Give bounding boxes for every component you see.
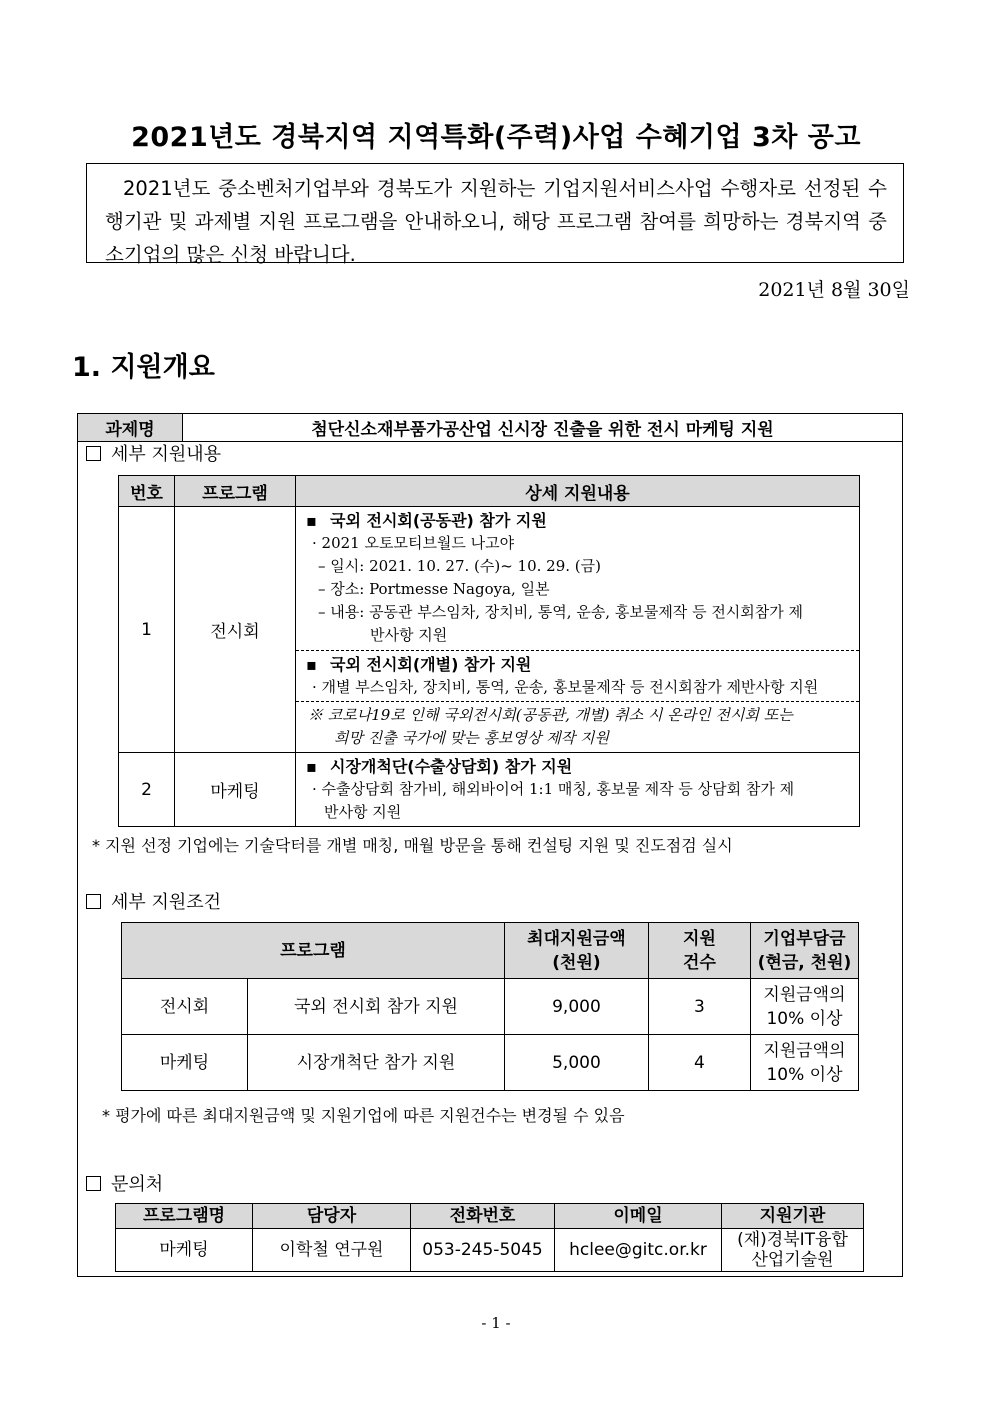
row2-no: 2 — [119, 753, 175, 827]
detail-line: – 내용: 공동관 부스임차, 장치비, 통역, 운송, 홍보물제작 등 전시회참가 제 — [318, 603, 804, 621]
page-number: - 1 - — [481, 1314, 511, 1332]
detail-line: · 개별 부스임차, 장치비, 통역, 운송, 홍보물제작 등 전시회참가 제반사항 지원 — [312, 678, 819, 696]
cond-count: 4 — [648, 1035, 750, 1091]
contact-phone: 053-245-5045 — [411, 1229, 555, 1272]
project-value: 첨단신소재부품가공산업 신시장 진출을 위한 전시 마케팅 지원 — [311, 420, 774, 440]
col-header-detail: 상세 지원내용 — [296, 476, 860, 507]
note-line: 희망 진출 국가에 맞는 홍보영상 제작 지원 — [334, 729, 609, 747]
detail-line: · 수출상담회 참가비, 해외바이어 1:1 매칭, 홍보물 제작 등 상담회 참가 제 — [312, 780, 795, 798]
cond-max: 9,000 — [504, 979, 648, 1035]
contact-email: hclee@gitc.or.kr — [555, 1229, 722, 1272]
contact-program: 마케팅 — [116, 1229, 253, 1272]
intro-box — [86, 163, 904, 266]
conditions-heading: 세부 지원조건 — [86, 888, 221, 914]
row2-program: 마케팅 — [175, 753, 296, 827]
cond-count: 3 — [648, 979, 750, 1035]
row1-no: 1 — [119, 507, 175, 753]
table-row — [119, 753, 860, 827]
conditions-footnote: * 평가에 따른 최대지원금액 및 지원기업에 따른 지원건수는 변경될 수 있음 — [102, 1106, 625, 1125]
cond-type: 마케팅 — [122, 1035, 248, 1091]
col-header-count: 지원 건수 — [648, 923, 750, 979]
cond-name: 시장개척단 참가 지원 — [248, 1035, 505, 1091]
bullet-title: ▪ 국외 전시회(공동관) 참가 지원 — [304, 509, 853, 532]
col-header-email: 이메일 — [555, 1204, 722, 1229]
row1-detail-individual — [296, 651, 860, 702]
contact-heading: 문의처 — [86, 1170, 163, 1196]
checkbox-square-icon — [86, 894, 101, 909]
detail-line: 반사항 지원 — [370, 626, 448, 644]
detail-line: · 2021 오토모티브월드 나고야 — [312, 534, 515, 552]
col-header-program: 프로그램 — [122, 923, 505, 979]
bullet-title: ▪ 국외 전시회(개별) 참가 지원 — [304, 653, 853, 676]
row1-detail-group — [296, 507, 860, 651]
project-label: 과제명 — [78, 414, 183, 441]
checkbox-square-icon — [86, 446, 101, 461]
detail-support-table — [118, 475, 860, 827]
col-header-phone: 전화번호 — [411, 1204, 555, 1229]
row1-program: 전시회 — [175, 507, 296, 753]
table-row — [116, 1229, 864, 1272]
table-row — [119, 507, 860, 651]
col-header-org: 지원기관 — [722, 1204, 864, 1229]
contact-org: (재)경북IT융합 산업기술원 — [722, 1229, 864, 1272]
bullet-title: ▪ 시장개척단(수출상담회) 참가 지원 — [304, 755, 853, 778]
notice-date: 2021년 8월 30일 — [758, 279, 910, 301]
col-header-max: 최대지원금액 (천원) — [504, 923, 648, 979]
page-title: 2021년도 경북지역 지역특화(주력)사업 수혜기업 3차 공고 — [131, 122, 861, 153]
cond-burden: 지원금액의 10% 이상 — [750, 979, 858, 1035]
cond-burden: 지원금액의 10% 이상 — [750, 1035, 858, 1091]
detail-support-heading: 세부 지원내용 — [86, 440, 221, 466]
section-title: 1. 지원개요 — [72, 352, 215, 383]
col-header-program-name: 프로그램명 — [116, 1204, 253, 1229]
detail-footnote: * 지원 선정 기업에는 기술닥터를 개별 매칭, 매월 방문을 통해 컨설팅 지원 및 진도점검 실시 — [92, 836, 733, 855]
note-line: ※ 코로나19로 인해 국외전시회(공동관, 개별) 취소 시 온라인 전시회 또는 — [308, 706, 793, 724]
contact-person: 이학철 연구원 — [253, 1229, 411, 1272]
row1-corona-note — [296, 702, 860, 753]
conditions-table — [121, 922, 859, 1091]
checkbox-square-icon — [86, 1176, 101, 1191]
col-header-no: 번호 — [119, 476, 175, 507]
contact-table — [115, 1203, 864, 1272]
cond-max: 5,000 — [504, 1035, 648, 1091]
project-row — [78, 414, 902, 442]
intro-text: 2021년도 중소벤처기업부와 경북도가 지원하는 기업지원서비스사업 수행자로 선정된 수행기관 및 과제별 지원 프로그램을 안내하오니, 해당 프로그램 참여를 희망하는 경북지역 중소기업의 많은 신청 바랍니다. — [105, 177, 887, 266]
detail-line: 반사항 지원 — [324, 803, 402, 821]
col-header-burden: 기업부담금 (현금, 천원) — [750, 923, 858, 979]
detail-line: – 일시: 2021. 10. 27. (수)~ 10. 29. (금) — [318, 557, 601, 575]
col-header-program: 프로그램 — [175, 476, 296, 507]
detail-line: – 장소: Portmesse Nagoya, 일본 — [318, 580, 550, 598]
table-row — [122, 1035, 859, 1091]
cond-type: 전시회 — [122, 979, 248, 1035]
row2-detail — [296, 753, 860, 827]
cond-name: 국외 전시회 참가 지원 — [248, 979, 505, 1035]
col-header-person: 담당자 — [253, 1204, 411, 1229]
table-row — [122, 979, 859, 1035]
